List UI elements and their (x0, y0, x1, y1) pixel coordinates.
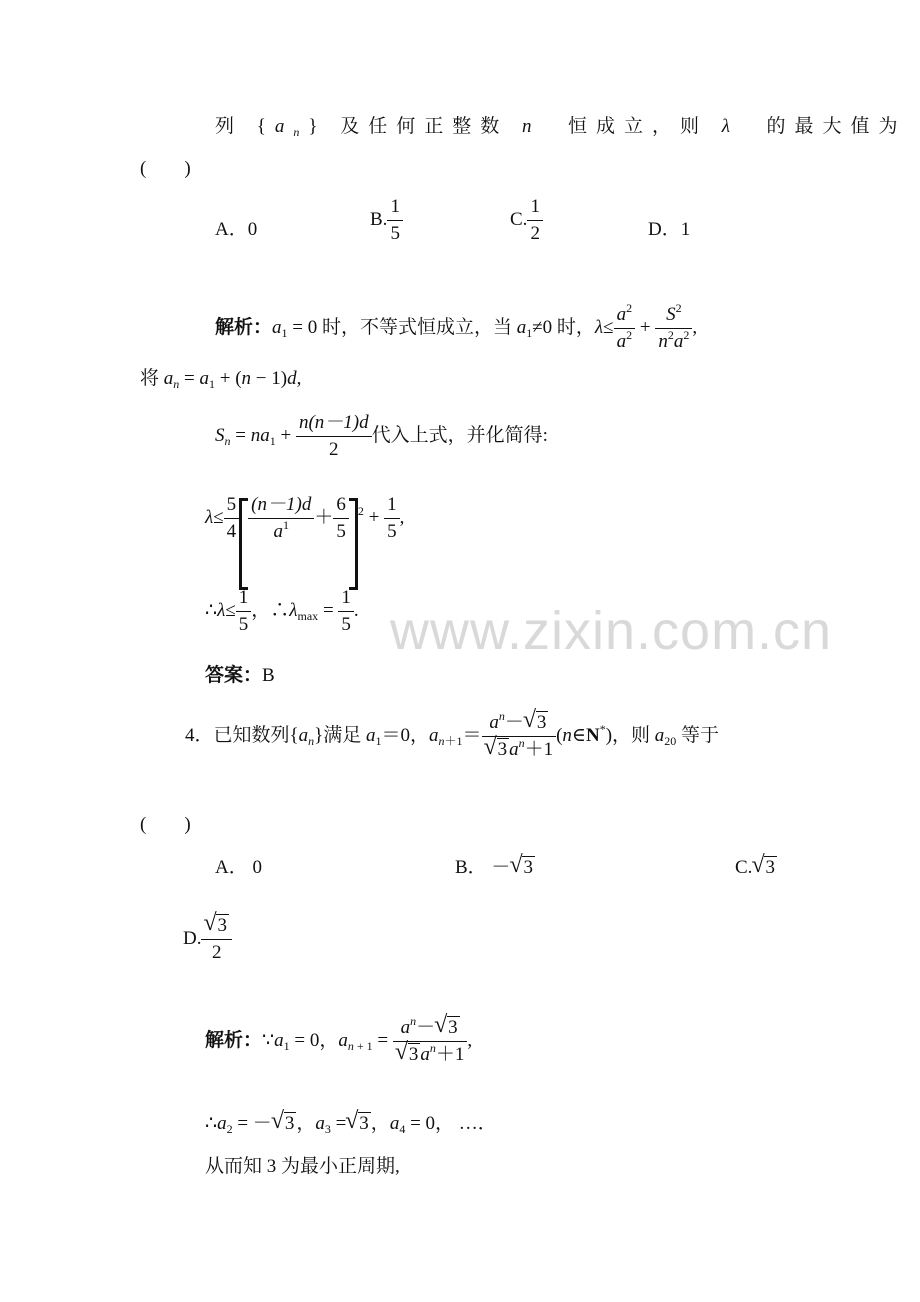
q4-option-b: B． －√ 3 (455, 856, 535, 880)
q3-answer-paren: ( ) (140, 158, 191, 179)
q3-lambda-inequality: λ≤ $\frac{5}{4}$ $\frac{(n-1)d}{a^1}$ ＋ $\frac{6}{5}$ $^2$ + $\frac{1}{5}$ , (205, 492, 404, 590)
q4-stem: 4．已知数列$\{a_n\}$满足 $a_1=0$，$a_{n+1}=$ $a^n-√$ 3 √ 3 $a^n+1$ (n∈N*)，则 $a_{20}$ 等于 (185, 710, 719, 763)
q4-option-c: C.√ 3 (735, 856, 777, 880)
q3-option-a: A．0 (215, 219, 258, 240)
q3-solution-line2: 将 $a_n = a_1 + (n - 1)d$, (140, 368, 302, 391)
q3-option-b: B. $\frac{1}{5}$ (370, 194, 403, 247)
q3-option-c: C. $\frac{1}{2}$ (510, 194, 543, 247)
watermark: www.zixin.com.cn (390, 601, 833, 661)
q4-answer-paren: ( ) (140, 814, 191, 835)
q4-option-a: A． 0 (215, 857, 262, 878)
q4-solution-line2: $\therefore a_2$ = －√ 3 ，$a_3$ =√ 3 ，$a_4 = 0$， …． (205, 1112, 497, 1136)
q3-conclusion: ∴λ≤ $\frac{1}{5}$ ，$\therefore\lambda_{max}$ = $\frac{1}{5}$ . (205, 585, 359, 638)
q3-option-d: D．1 (648, 219, 691, 240)
q4-option-d: D. √ $\frac{3}{2}$ (183, 913, 232, 966)
q3-answer: 答案：B (205, 665, 275, 686)
q4-solution-line1: 解析：$\because a_1 = 0$，$a_{n + 1}$ = $a^n-√$ 3 √ 3 $a^n+1$ , (205, 1015, 472, 1068)
q3-stem-line: 列 $\{a_n\}$ 及任何正整数 n 恒成立，则 λ 的最大值为 (215, 116, 907, 139)
q3-solution-line3: $S_n = na_1$ + $\frac{n(n-1)d}{2}$ 代入上式，并化简得: (215, 410, 548, 463)
q4-solution-line3: 从而知 3 为最小正周期, (205, 1156, 400, 1177)
solution-label: 解析： (215, 316, 273, 338)
q3-solution-line1: 解析：$a_1 = 0$ 时，不等式恒成立，当 $a_1\ne 0$ 时，λ≤ $\frac{a^2}{a^2}$ + $\frac{S^2}{n^2a^2}$ , (215, 302, 697, 355)
